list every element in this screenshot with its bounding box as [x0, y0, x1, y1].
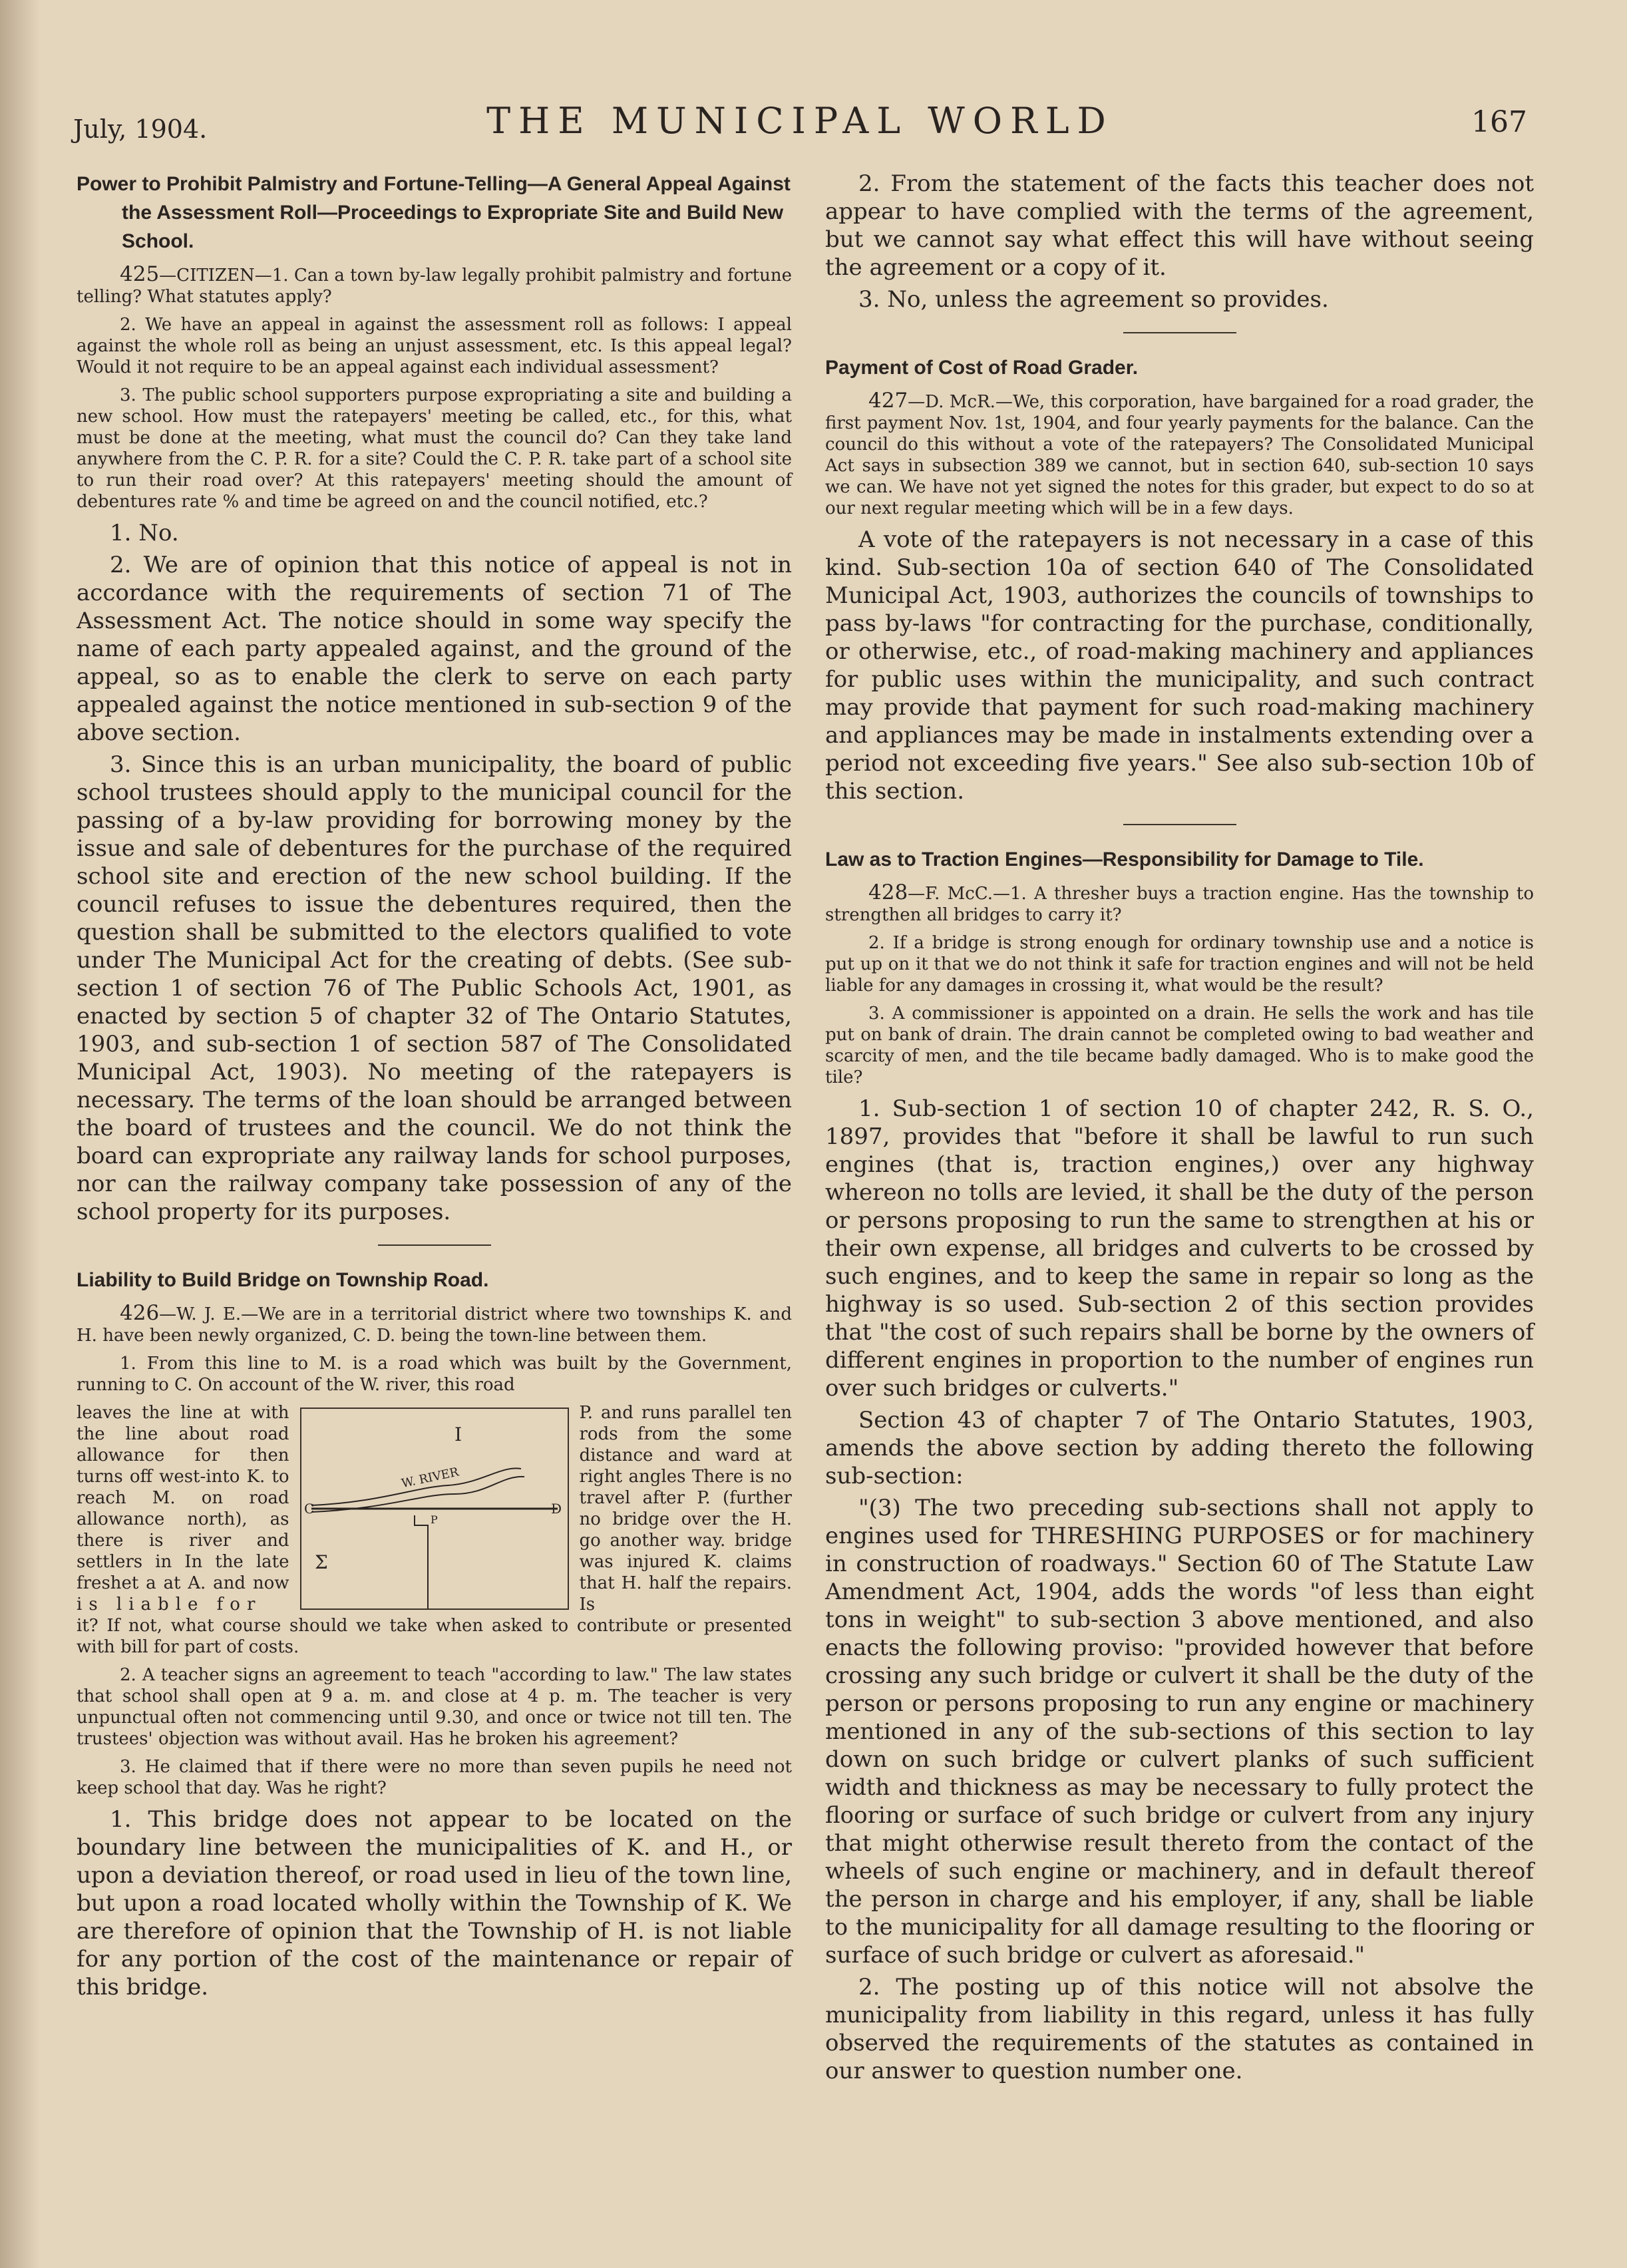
- question-text: —F. McC.—1. A thresher buys a traction engine. Has the township to strengthen all bridges to carry it?: [825, 884, 1534, 925]
- question-426-3: 3. He claimed that if there were no more than seven pupils he need not keep school that day. Was he right?: [77, 1757, 792, 1798]
- issue-date: July, 1904.: [73, 114, 208, 144]
- question-text: —D. McR.—We, this corporation, have bargained for a road grader, the first payment Nov. 1st, 1904, and four yearly payments for the balance. Can the council do this without a vote of the ratepayers? The Consolidated Municipal Act says in subsection 389 we cannot, but in section 640, sub-section 10 says we can. We have not yet signed the notes for this grader, but expect to do so at our next regular meeting which will be in a few days.: [825, 392, 1534, 518]
- heading-428: Law as to Traction Engines—Responsibility for Damage to Tile.: [825, 849, 1424, 870]
- question-427: [825, 390, 1534, 519]
- question-428-1: [825, 882, 1534, 926]
- road-allowance: [415, 1515, 428, 1608]
- heading-427: Payment of Cost of Road Grader.: [825, 357, 1139, 379]
- answer-428-2: 2. The posting up of this notice will not absolve the municipality from liability in this regard, unless it has fully observed the requirements of the statutes as contained in our answer to question number one.: [825, 1974, 1534, 2084]
- section-divider: [1123, 332, 1236, 333]
- answer-425-2: 2. We are of opinion that this notice of appeal is not in accordance with the requirements of section 71 of The Assessment Act. The notice should in some way specify the name of each party appealed against, and the ground of the appeal, so as to enable the clerk to serve on each party appealed against the notice mentioned in sub-section 9 of the above section.: [77, 552, 792, 746]
- question-426-intro: [77, 1302, 792, 1346]
- question-425-2: 2. We have an appeal in against the assessment roll as follows: I appeal against the whole roll as being an unjust assessment, etc. Is this appeal legal? Would it not require to be an appeal against each individual assessment?: [77, 315, 792, 377]
- section-divider: [378, 1244, 491, 1246]
- publication-title: THE MUNICIPAL WORLD: [486, 100, 1114, 142]
- answer-428-1-quote: "(3) The two preceding sub-sections shall not apply to engines used for THRESHING PURPOSES or for machinery in construction of roadways." Section 60 of The Statute Law Amendment Act, 1904, adds the words "of less than eight tons in weight" to sub-section 3 above mentioned, and also enacts the following proviso: "provided however that before crossing any such bridge or culvert it shall be the duty of the person or persons proposing to run any engine or machinery mentioned in any of the sub-sections of this section to lay down on such bridge or culvert planks of such sufficient width and thickness as may be necessary to fully protect the flooring or surface of such bridge or culvert from any injury that might otherwise result thereto from the contact of the wheels of such engine or machinery, and in default thereof the person in charge and his employer, if any, shall be liable to the municipality for all damage resulting to the flooring or surface of such bridge or culvert as aforesaid.": [825, 1495, 1534, 1969]
- answer-425-1: 1. No.: [110, 520, 179, 546]
- heading-426: Liability to Build Bridge on Township Road.: [77, 1269, 489, 1291]
- section-divider: [1123, 824, 1236, 825]
- question-number: 428: [868, 880, 908, 904]
- question-428-3: 3. A commissioner is appointed on a drain. He sells the work and has tile put on bank of drain. The drain cannot be completed owing to bad weather and scarcity of men, and the tile became badly damaged. Who is to make good the tile?: [825, 1004, 1534, 1087]
- map-figure-row: [77, 1402, 792, 1615]
- question-426-2: 2. A teacher signs an agreement to teach "according to law." The law states that school shall open at 9 a. m. and close at 4 p. m. The teacher is very unpunctual often not commencing until 9.30, and once or twice not till ten. The trustees' objection was without avail. Has he broken his agreement?: [77, 1665, 792, 1749]
- answer-426-2: 2. From the statement of the facts this teacher does not appear to have complied with the terms of the agreement, but we cannot say what effect this will have without seeing the agreement or a copy of it.: [825, 170, 1534, 281]
- map-wrap-left: [77, 1402, 289, 1615]
- question-text: —CITIZEN—1. Can a town by-law legally prohibit palmistry and fortune telling? What statutes apply?: [77, 266, 792, 307]
- left-column: [77, 170, 792, 2005]
- question-425-1: [77, 264, 792, 307]
- page-edge-shadow: [0, 0, 40, 2268]
- answer-426-3: 3. No, unless the agreement so provides.: [858, 286, 1329, 313]
- wrap-text-left: leaves the line at with the line about road allowance for then turns off west-into K. to reach M. on road allowance north), as there is river and settlers in In the late freshet a at A. and now: [77, 1403, 289, 1593]
- map-label-sigma: Σ: [314, 1551, 328, 1573]
- question-425-3: 3. The public school supporters purpose expropriating a site and building a new school. How must the ratepayers' meeting be called, etc., for this, what must be done at the meeting, what must the council do? Can they take land anywhere from the C. P. R. for a site? Could the C. P. R. take part of a school site to run their road over? At this ratepayers' meeting should the amount of debentures rate % and time be agreed on and the council notified, etc.?: [77, 385, 792, 512]
- right-column: [825, 170, 1534, 2089]
- question-number: 425: [120, 262, 160, 286]
- answer-428-1: 1. Sub-section 1 of section 10 of chapter 242, R. S. O., 1897, provides that "before it shall be lawful to run such engines (that is, traction engines,) over any highway whereon no tolls are levied, it shall be the duty of the person or persons proposing to run the same to strengthen at his or their own expense, all bridges and culverts to be crossed by such engines, and to keep the same in repair so long as the highway is so used. Sub-section 2 of this section provides that "the cost of such repairs shall be borne by the owners of different engines in proportion to the number of engines run over such bridges or culverts.": [825, 1095, 1534, 1402]
- question-number: 427: [868, 389, 908, 413]
- map-label-c: C: [303, 1501, 314, 1517]
- map-label-p: P: [430, 1513, 438, 1526]
- wrap-text-left-last: is liable for: [77, 1595, 262, 1614]
- question-number: 426: [120, 1301, 160, 1325]
- map-label-d: D: [550, 1501, 562, 1517]
- map-label-i: I: [454, 1423, 462, 1445]
- answer-427: A vote of the ratepayers is not necessary in a case of this kind. Sub-section 10a of section 640 of The Consolidated Municipal Act, 1903, authorizes the councils of townships to pass by-laws "for contracting for the purchase, conditionally, or otherwise, etc., of road-making machinery and appliances for public uses within the municipality, and such contract may provide that payment for such road-making machinery and appliances may be made in instalments extending over a period not exceeding five years." See also sub-section 10b of this section.: [825, 526, 1534, 805]
- answer-425-3: 3. Since this is an urban municipality, the board of public school trustees should apply to the municipal council for the passing of a by-law providing for borrowing money by the issue and sale of debentures for the purchase of the required school site and erection of the new school building. If the council refuses to issue the debentures required, then the question shall be submitted to the electors qualified to vote under The Municipal Act for the creating of debts. (See sub-section 1 of section 76 of The Public Schools Act, 1901, as enacted by section 5 of chapter 32 of The Ontario Statutes, 1903, and sub-section 1 of section 587 of The Consolidated Municipal Act, 1903). No meeting of the ratepayers is necessary. The terms of the loan should be arranged between the board of trustees and the council. We do not think the board can expropriate any railway lands for school purposes, nor can the railway company take possession of any of the school property for its purposes.: [77, 751, 792, 1225]
- page-number: 167: [1471, 105, 1527, 139]
- question-426-1-start: 1. From this line to M. is a road which was built by the Government, running to C. On account of the W. river, this road: [77, 1354, 792, 1395]
- road-map-diagram: [300, 1408, 569, 1610]
- map-wrap-right: P. and runs parallel ten rods from the some distance and ward at right angles There is no travel after P. (further no bridge over the H. go another way. bridge was injured K. claims that H. half the repairs. Is: [579, 1403, 792, 1614]
- page-header: [73, 100, 1527, 153]
- answer-426-1: 1. This bridge does not appear to be located on the boundary line between the municipalities of K. and H., or upon a deviation thereof, or road used in lieu of the town line, but upon a road located wholly within the Township of K. We are therefore of opinion that the Township of H. is not liable for any portion of the cost of the maintenance or repair of this bridge.: [77, 1806, 792, 2000]
- map-label-river: W. RIVER: [400, 1465, 460, 1491]
- question-text: —W. J. E.—We are in a territorial district where two townships K. and H. have been newly organized, C. D. being the town-line between them.: [77, 1304, 792, 1346]
- road-map-svg: [301, 1409, 568, 1608]
- heading-425: Power to Prohibit Palmistry and Fortune-Telling—A General Appeal Against the Assessment Roll—Proceedings to Expropriate Site and Build New School.: [77, 173, 791, 252]
- question-426-1-end: it? If not, what course should we take when asked to contribute or presented with bill for part of costs.: [77, 1616, 792, 1657]
- answer-428-1b: Section 43 of chapter 7 of The Ontario Statutes, 1903, amends the above section by adding thereto the following sub-section:: [825, 1407, 1534, 1489]
- question-428-2: 2. If a bridge is strong enough for ordinary township use and a notice is put up on it that we do not think it safe for traction engines and will not be held liable for any damages in crossing it, what would be the result?: [825, 933, 1534, 996]
